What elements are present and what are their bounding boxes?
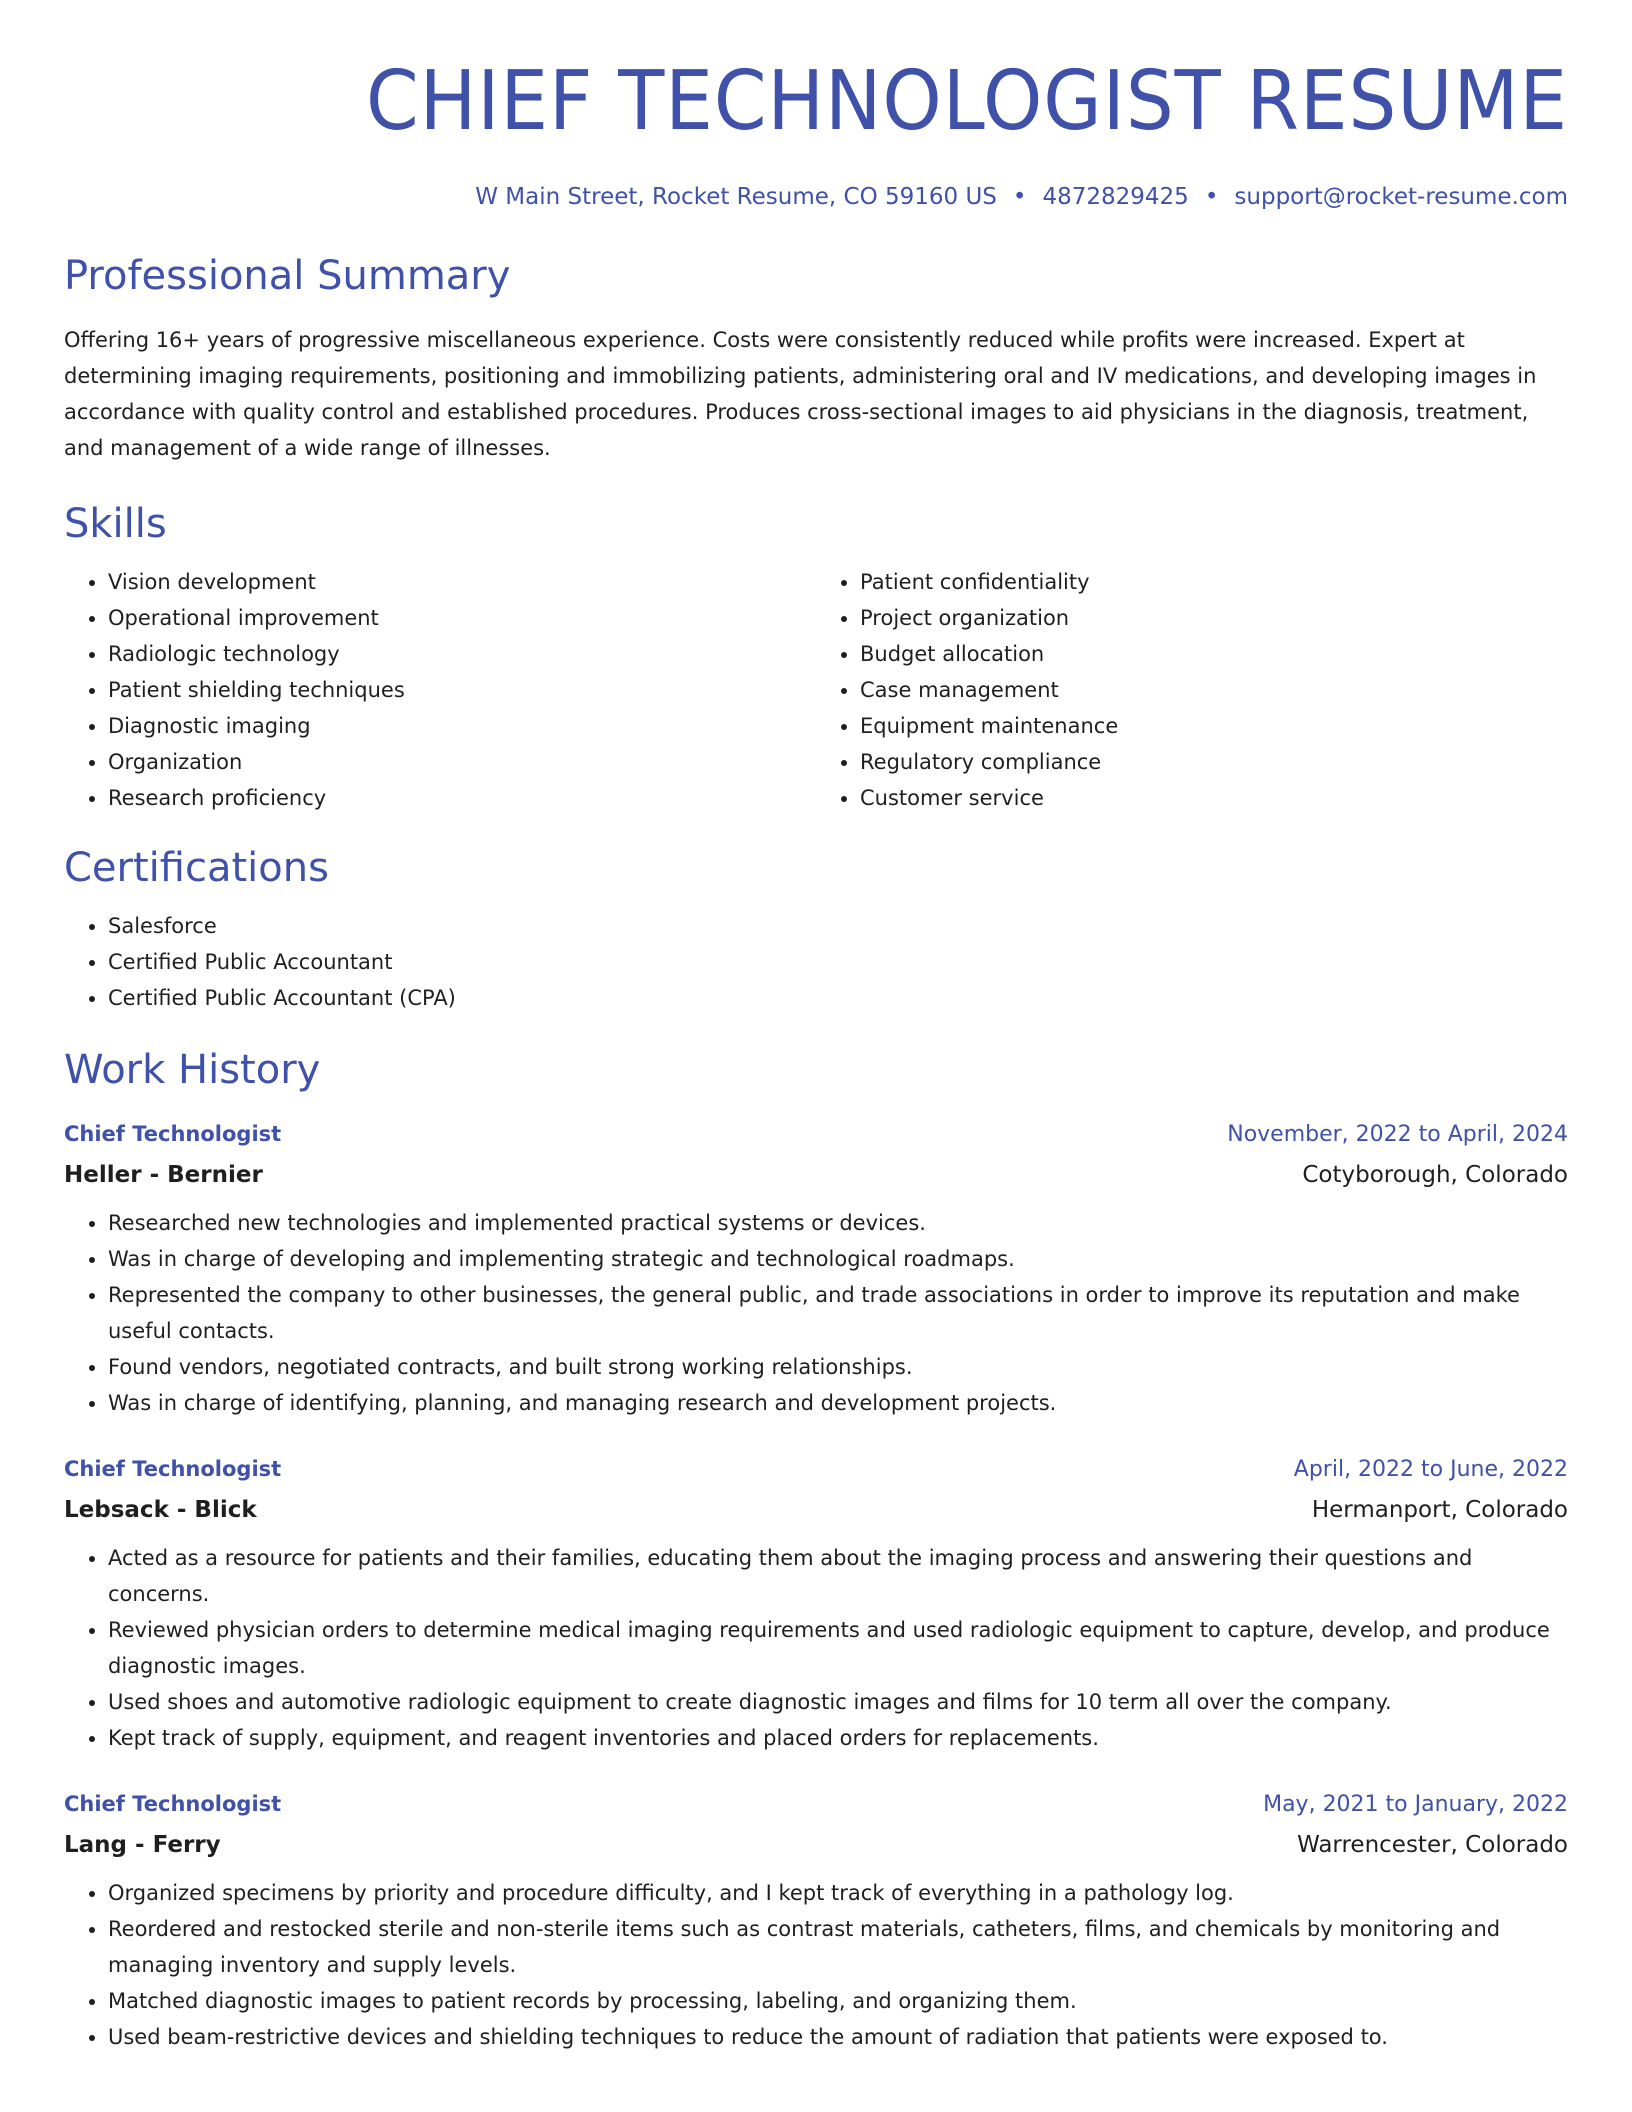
job-bullet: • Reordered and restocked sterile and non-sterile items such as contrast materials, catheters, films, and chemicals by monitoring and managing inventory and supply levels.	[108, 1911, 1568, 1983]
certification-item: • Salesforce	[108, 908, 1568, 944]
job-title: Chief Technologist	[64, 1122, 282, 1146]
skill-item: • Research proficiency	[108, 780, 816, 816]
contact-line	[64, 184, 1568, 210]
skill-item: • Vision development	[108, 564, 816, 600]
job-bullet: • Reviewed physician orders to determine medical imaging requirements and used radiologic equipment to capture, develop, and produce diagnostic images.	[108, 1612, 1568, 1684]
job-dates: November, 2022 to April, 2024	[1227, 1122, 1568, 1147]
certifications-section	[64, 844, 1568, 1016]
job-location: Warrencester, Colorado	[1297, 1832, 1568, 1858]
job-company: Heller - Bernier	[64, 1162, 263, 1188]
job-bullet: • Used beam-restrictive devices and shielding techniques to reduce the amount of radiation that patients were exposed to.	[108, 2019, 1568, 2055]
skills-heading: Skills	[64, 501, 167, 547]
skill-item: • Radiologic technology	[108, 636, 816, 672]
certifications-heading: Certifications	[64, 845, 329, 891]
skill-item: • Organization	[108, 744, 816, 780]
contact-address: W Main Street, Rocket Resume, CO 59160 US	[475, 184, 997, 210]
skills-section	[64, 500, 1568, 816]
job-company-row	[64, 1490, 1568, 1530]
work-history-section	[64, 1046, 1568, 2055]
skill-item: • Customer service	[860, 780, 1568, 816]
job-bullet: • Represented the company to other businesses, the general public, and trade associations in order to improve its reputation and make useful contacts.	[108, 1277, 1568, 1349]
skill-item: • Project organization	[860, 600, 1568, 636]
job-title: Chief Technologist	[64, 1792, 282, 1816]
job-title-row	[64, 1114, 1568, 1155]
job-company-row	[64, 1825, 1568, 1865]
skill-item: • Operational improvement	[108, 600, 816, 636]
job-bullet: • Matched diagnostic images to patient records by processing, labeling, and organizing them.	[108, 1983, 1568, 2019]
skills-list-left	[64, 564, 816, 816]
resume-page	[64, 0, 1568, 2055]
job-bullet: • Researched new technologies and implemented practical systems or devices.	[108, 1205, 1568, 1241]
job-dates: May, 2021 to January, 2022	[1263, 1792, 1568, 1817]
skill-item: • Budget allocation	[860, 636, 1568, 672]
job-company: Lang - Ferry	[64, 1832, 221, 1858]
job-bullet: • Found vendors, negotiated contracts, and built strong working relationships.	[108, 1349, 1568, 1385]
certifications-list	[64, 908, 1568, 1016]
job-location: Cotyborough, Colorado	[1302, 1162, 1568, 1188]
skill-item: • Regulatory compliance	[860, 744, 1568, 780]
job-dates: April, 2022 to June, 2022	[1293, 1457, 1568, 1482]
summary-text: Offering 16+ years of progressive miscellaneous experience. Costs were consistently reduced while profits were increased. Expert at determining imaging requirements, positioning and immobilizing patients, administering oral and IV medications, and developing images in accordance with quality control and established procedures. Produces cross-sectional images to aid physicians in the diagnosis, treatment, and management of a wide range of illnesses.	[64, 328, 1537, 460]
job-bullet: • Was in charge of developing and implementing strategic and technological roadmaps.	[108, 1241, 1568, 1277]
skills-columns	[64, 564, 1568, 816]
certification-item: • Certified Public Accountant (CPA)	[108, 980, 1568, 1016]
resume-title: CHIEF TECHNOLOGIST RESUME	[366, 54, 1568, 149]
job-bullet: • Acted as a resource for patients and their families, educating them about the imaging process and answering their questions and concerns.	[108, 1540, 1568, 1612]
job-entry	[64, 1114, 1568, 1421]
contact-separator: •	[1012, 184, 1027, 210]
contact-phone: 4872829425	[1042, 184, 1189, 210]
skill-item: • Case management	[860, 672, 1568, 708]
certification-item: • Certified Public Accountant	[108, 944, 1568, 980]
contact-email: support@rocket-resume.com	[1234, 184, 1568, 210]
job-company: Lebsack - Blick	[64, 1497, 257, 1523]
skill-item: • Patient shielding techniques	[108, 672, 816, 708]
job-bullet: • Kept track of supply, equipment, and reagent inventories and placed orders for replacements.	[108, 1720, 1568, 1756]
contact-separator: •	[1204, 184, 1219, 210]
job-bullet: • Was in charge of identifying, planning, and managing research and development projects.	[108, 1385, 1568, 1421]
job-title-row	[64, 1784, 1568, 1825]
job-company-row	[64, 1155, 1568, 1195]
work-history-heading: Work History	[64, 1047, 321, 1093]
job-bullets	[64, 1540, 1568, 1756]
skill-item: • Equipment maintenance	[860, 708, 1568, 744]
skill-item: • Diagnostic imaging	[108, 708, 816, 744]
job-bullet: • Organized specimens by priority and procedure difficulty, and I kept track of everything in a pathology log.	[108, 1875, 1568, 1911]
job-bullets	[64, 1875, 1568, 2055]
job-title-row	[64, 1449, 1568, 1490]
job-entry	[64, 1449, 1568, 1756]
job-entry	[64, 1784, 1568, 2055]
job-location: Hermanport, Colorado	[1311, 1497, 1568, 1523]
job-bullets	[64, 1205, 1568, 1421]
skills-list-right	[816, 564, 1568, 816]
job-bullet: • Used shoes and automotive radiologic equipment to create diagnostic images and films for 10 term all over the company.	[108, 1684, 1568, 1720]
summary-section	[64, 252, 1568, 466]
summary-heading: Professional Summary	[64, 253, 511, 299]
skill-item: • Patient confidentiality	[860, 564, 1568, 600]
job-title: Chief Technologist	[64, 1457, 282, 1481]
